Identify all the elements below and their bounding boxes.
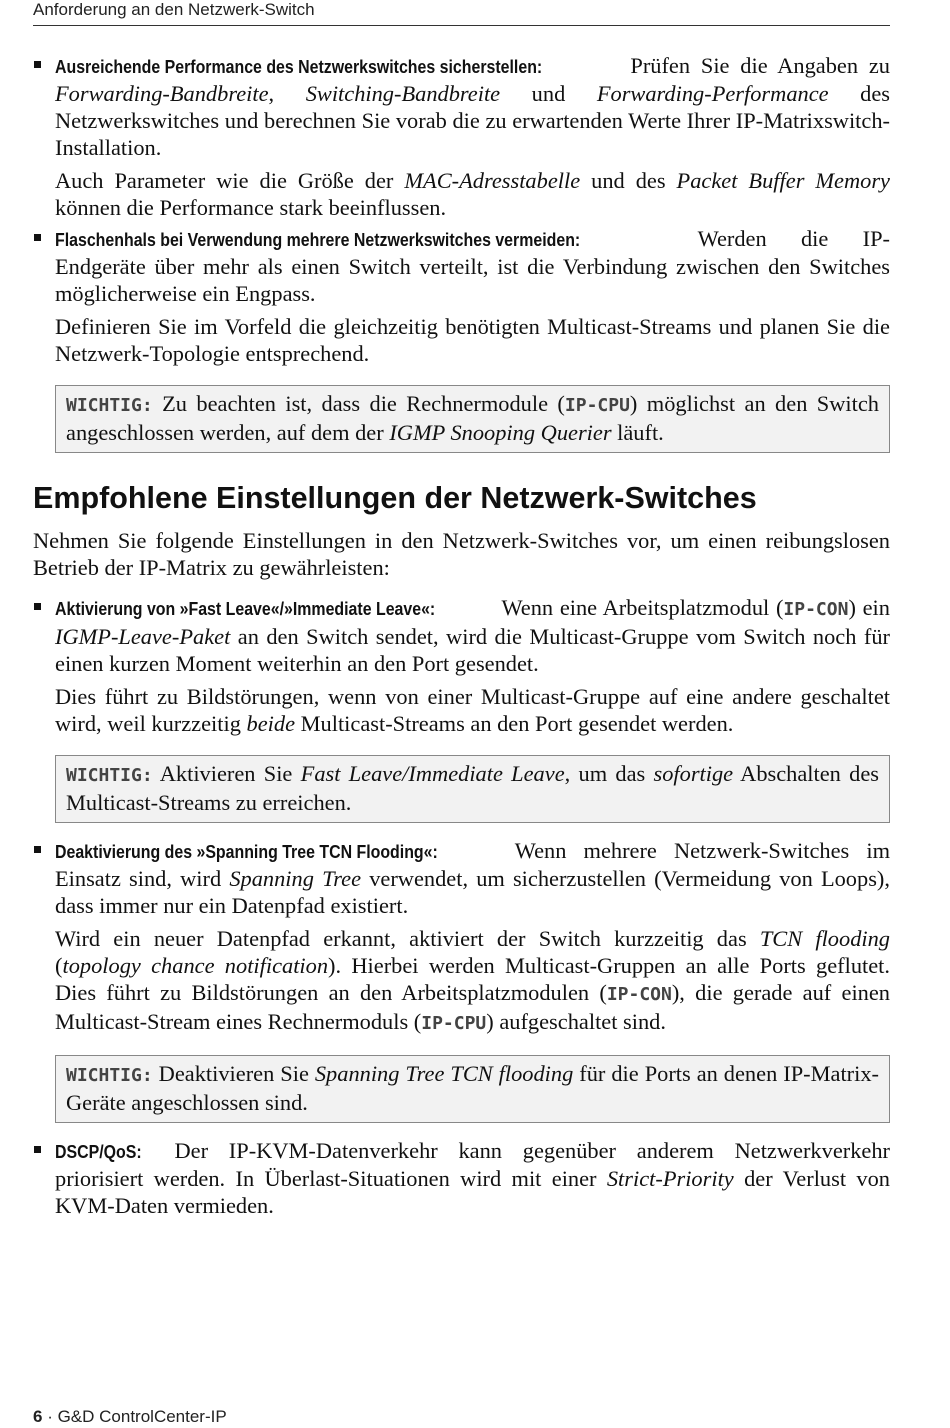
note-text: [66, 760, 879, 816]
text-run: ) aufgeschaltet sind.: [486, 1009, 666, 1034]
text-run: verwendet, um sicherzustellen (Vermeidung von Loops), dass immer nur ein Datenpfad existiert.: [55, 866, 890, 918]
bullet-performance-paragraph-2: [55, 167, 890, 221]
bullet-spanning-tree: [33, 837, 890, 1037]
bullet-square-icon: [34, 234, 41, 241]
important-note: [55, 385, 890, 453]
italic-term: topology chance notification: [62, 953, 329, 978]
text-run: für die Ports an denen IP-Matrix-Geräte angeschlossen sind.: [66, 1061, 879, 1115]
italic-term: sofortige: [653, 761, 734, 786]
text-run: Prüfen Sie die Angaben zu: [619, 53, 890, 78]
section-heading: Empfohlene Einstellungen der Netzwerk-Switches: [33, 481, 757, 515]
note-label: WICHTIG:: [66, 765, 153, 786]
text-run: Der IP-KVM-Datenverkehr kann gegenüber anderem Netzwerkverkehr priorisiert werden. In Überlast-Situationen wird mit einer: [55, 1138, 890, 1191]
italic-term: Forwarding-Bandbreite: [55, 81, 269, 106]
note-label: WICHTIG:: [66, 395, 153, 416]
header-divider: [33, 25, 890, 26]
bullet-lead: Ausreichende Performance des Netzwerkswitches sicherstellen:: [55, 56, 543, 77]
italic-term: Spanning Tree TCN flooding: [314, 1061, 574, 1086]
text-run: an den Switch sendet, wird die Multicast-Gruppe vom Switch noch für einen kurzen Moment weiterhin an den Port gesendet.: [55, 624, 890, 676]
text-run: Multicast-Streams an den Port gesendet werden.: [295, 711, 734, 736]
bullet-fast-leave: [33, 594, 890, 737]
bullet-performance: [33, 52, 890, 221]
bullet-bottleneck-text: [55, 225, 890, 307]
note-label: WICHTIG:: [66, 1065, 153, 1086]
italic-term: IGMP Snooping Querier: [389, 420, 612, 445]
bullet-bottleneck: [33, 225, 890, 367]
bullet-spanning-tree-paragraph-2: [55, 925, 890, 1037]
text-run: der Verlust von KVM-Daten vermieden.: [55, 1166, 890, 1218]
text-run: ). Hierbei werden Multicast-Gruppen an alle Ports geflutet. Dies führt zu Bildstörungen an den Arbeitsplatzmodulen (: [55, 953, 890, 1005]
text-run: ,: [268, 81, 306, 106]
device-keyword: IP-CPU: [564, 395, 630, 416]
bullet-spanning-tree-text: [55, 837, 890, 919]
text-run: Wenn mehrere Netzwerk-Switches im Einsatz sind, wird: [55, 838, 890, 891]
section-intro: Nehmen Sie folgende Einstellungen in den Netzwerk-Switches vor, um einen reibungslosen Betrieb der IP-Matrix zu gewährleisten:: [33, 528, 890, 580]
italic-term: MAC-Adresstabelle: [404, 168, 581, 193]
bullet-lead: Aktivierung von »Fast Leave«/»Immediate Leave«:: [55, 598, 436, 619]
page-content: [33, 50, 890, 1219]
bullet-dscp-qos: [33, 1137, 890, 1219]
italic-term: Strict-Priority: [606, 1166, 734, 1191]
bullet-square-icon: [34, 603, 41, 610]
bullet-lead: Flaschenhals bei Verwendung mehrere Netzwerkswitches vermeiden:: [55, 229, 581, 250]
text-run: Abschalten des Multicast-Streams zu erreichen.: [66, 761, 879, 815]
text-run: Wenn eine Arbeitsplatzmodul (: [495, 595, 784, 620]
footer-product: G&D ControlCenter-IP: [57, 1407, 227, 1426]
bullet-bottleneck-paragraph-2: Definieren Sie im Vorfeld die gleichzeitig benötigten Multicast-Streams und planen Sie die Netzwerk-Topologie entsprechend.: [55, 314, 890, 366]
italic-term: Switching-Bandbreite: [305, 81, 501, 106]
bullet-fast-leave-text: [55, 594, 890, 677]
text-run: und: [500, 81, 597, 106]
page-number: 6: [33, 1407, 43, 1426]
text-run: ) ein: [848, 595, 890, 620]
text-run: und des: [580, 168, 677, 193]
bullet-square-icon: [34, 61, 41, 68]
text-run: ) möglichst an den Switch angeschlossen werden, auf dem der: [66, 391, 879, 445]
bullet-dscp-qos-text: [55, 1137, 890, 1219]
text-run: Auch Parameter wie die Größe der: [55, 168, 405, 193]
text-run: des Netzwerkswitches und berechnen Sie vorab die zu erwartenden Werte Ihrer IP-Matrixswitch-Installation.: [55, 81, 890, 160]
text-run: Dies führt zu Bildstörungen, wenn von einer Multicast-Gruppe auf eine andere geschaltet wird, weil kurzzeitig: [55, 684, 890, 736]
page-footer: [33, 1406, 227, 1428]
italic-term: Forwarding-Performance: [596, 81, 829, 106]
italic-term: Packet Buffer Memory: [676, 168, 890, 193]
bullet-performance-text: [55, 52, 890, 161]
text-run: läuft.: [611, 420, 664, 445]
text-run: Werden die IP-Endgeräte über mehr als einen Switch verteilt, ist die Verbindung zwischen den Switches möglicherweise ein Engpass.: [55, 226, 890, 306]
text-run: Wird ein neuer Datenpfad erkannt, aktiviert der Switch kurzzeitig das: [55, 926, 760, 951]
device-keyword: IP-CON: [606, 984, 672, 1005]
text-run: Zu beachten ist, dass die Rechnermodule (: [152, 391, 565, 416]
text-run: Aktivieren Sie: [152, 761, 301, 786]
note-text: [66, 1060, 879, 1116]
bullet-fast-leave-paragraph-2: [55, 683, 890, 737]
device-keyword: IP-CON: [783, 599, 849, 620]
italic-term: Spanning Tree: [229, 866, 362, 891]
note-text: [66, 390, 879, 446]
running-header: Anforderung an den Netzwerk-Switch: [33, 0, 315, 19]
text-run: Deaktivieren Sie: [152, 1061, 315, 1086]
text-run: , um das: [564, 761, 654, 786]
bullet-lead: DSCP/QoS:: [55, 1141, 142, 1162]
text-run: können die Performance stark beeinflussen.: [55, 195, 447, 220]
bullet-lead: Deaktivierung des »Spanning Tree TCN Flooding«:: [55, 841, 438, 862]
bullet-square-icon: [34, 846, 41, 853]
italic-term: IGMP-Leave-Paket: [55, 624, 231, 649]
italic-term: beide: [246, 711, 296, 736]
important-note: [55, 755, 890, 823]
device-keyword: IP-CPU: [421, 1013, 487, 1034]
important-note: [55, 1055, 890, 1123]
text-run: ), die gerade auf einen Multicast-Stream eines Rechnermoduls (: [55, 980, 890, 1034]
footer-separator: ·: [42, 1407, 58, 1426]
italic-term: TCN flooding: [759, 926, 890, 951]
italic-term: Fast Leave/Immediate Leave: [300, 761, 565, 786]
text-run: (: [55, 953, 63, 978]
bullet-square-icon: [34, 1146, 41, 1153]
